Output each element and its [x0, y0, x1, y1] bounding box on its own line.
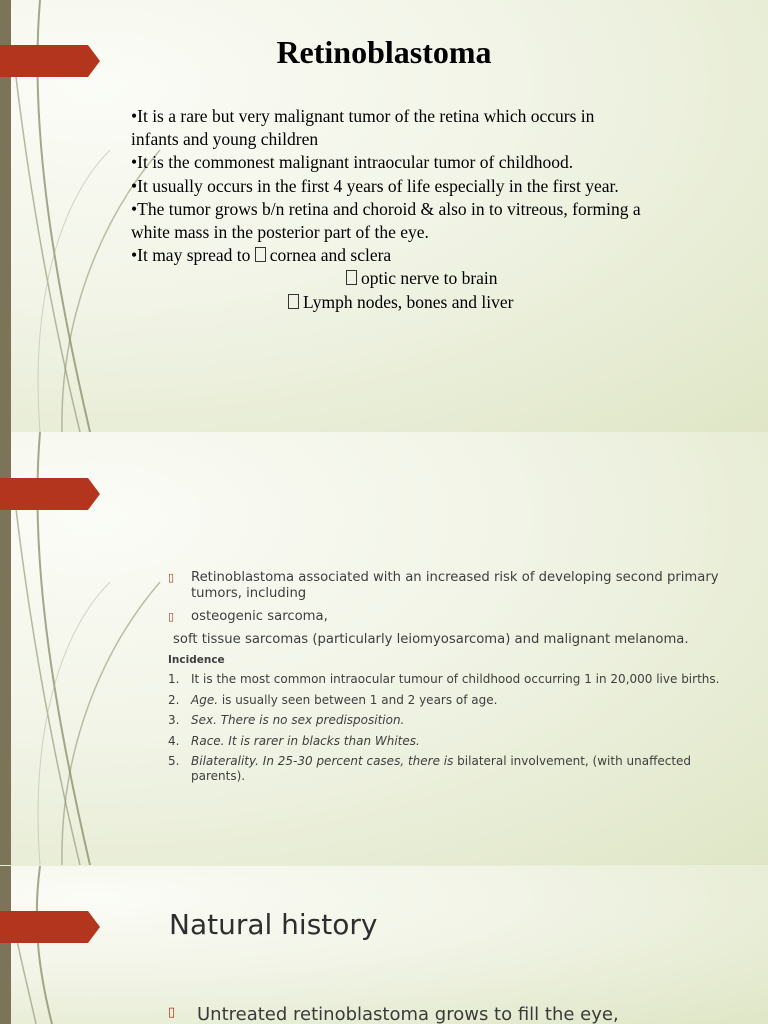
- bullet-line: •It is a rare but very malignant tumor of the retina which occurs in infants and young children: [131, 106, 595, 150]
- slide-title: Natural history: [169, 908, 378, 941]
- checkbox-glyph-icon: [255, 247, 266, 262]
- bullet-text: Untreated retinoblastoma grows to fill the eye,: [197, 1004, 619, 1024]
- checkbox-glyph-icon: [346, 270, 357, 285]
- item-italic: Age.: [191, 692, 219, 707]
- item-number: 1.: [168, 672, 180, 686]
- spread-item: Lymph nodes, bones and liver: [303, 291, 514, 312]
- spread-line: [131, 291, 641, 314]
- slide-1: [0, 0, 768, 432]
- accent-tab: [0, 478, 100, 510]
- item-number: 3.: [168, 713, 180, 727]
- numbered-item: [168, 754, 728, 783]
- bullet-marker-icon: ▯: [168, 610, 175, 623]
- numbered-item: [168, 734, 728, 749]
- bullet-line: •It usually occurs in the first 4 years of life especially in the first year.: [131, 175, 619, 196]
- item-text: is usually seen between 1 and 2 years of age.: [218, 692, 498, 707]
- numbered-item: [168, 693, 728, 708]
- spread-intro: •It may spread to: [131, 245, 255, 266]
- spread-item: optic nerve to brain: [361, 268, 498, 289]
- spread-line: [131, 244, 641, 267]
- item-text: bilateral involvement, (with unaffected parents).: [191, 754, 692, 783]
- numbered-item: [168, 713, 728, 728]
- slide-body: [168, 570, 728, 789]
- bullet-marker-icon: ▯: [168, 571, 175, 584]
- accent-tab: [0, 911, 100, 943]
- item-number: 5.: [168, 754, 180, 768]
- bullet-item: [168, 1004, 757, 1024]
- bullet-line: •The tumor grows b/n retina and choroid & also in to vitreous, forming a white mass in the posterior part of the eye.: [131, 198, 641, 243]
- bullet-item: [168, 570, 728, 602]
- item-number: 4.: [168, 733, 180, 748]
- checkbox-glyph-icon: [288, 294, 299, 309]
- numbered-item: [168, 672, 728, 687]
- slide-title: Retinoblastoma: [276, 34, 492, 70]
- slide-body: [131, 105, 641, 314]
- bullet-line: •It is the commonest malignant intraocular tumor of childhood.: [131, 152, 574, 173]
- bullet-text: osteogenic sarcoma,: [191, 609, 328, 624]
- item-number: 2.: [168, 692, 180, 707]
- spread-item: cornea and sclera: [269, 245, 392, 266]
- decorative-curves: [0, 866, 768, 1024]
- item-italic: Sex. There is no sex predisposition.: [191, 713, 405, 727]
- slide-3: [0, 866, 768, 1024]
- item-italic: Bilaterality. In 25-30 percent cases, there is: [191, 754, 454, 768]
- sidebar-strip: [0, 866, 11, 1024]
- slide-2: [0, 432, 768, 865]
- item-text: It is the most common intraocular tumour of childhood occurring 1 in 20,000 live births.: [191, 672, 720, 686]
- bullet-text: Retinoblastoma associated with an increased risk of developing second primary tumors, including: [191, 570, 719, 601]
- bullet-item: [168, 609, 728, 625]
- plain-line: soft tissue sarcomas (particularly leiomyosarcoma) and malignant melanoma.: [173, 632, 689, 647]
- item-italic: Race. It is rarer in blacks than Whites.: [191, 733, 420, 748]
- incidence-heading: Incidence: [168, 654, 225, 666]
- bullet-marker-icon: ▯: [168, 1005, 176, 1020]
- spread-line: [131, 267, 641, 290]
